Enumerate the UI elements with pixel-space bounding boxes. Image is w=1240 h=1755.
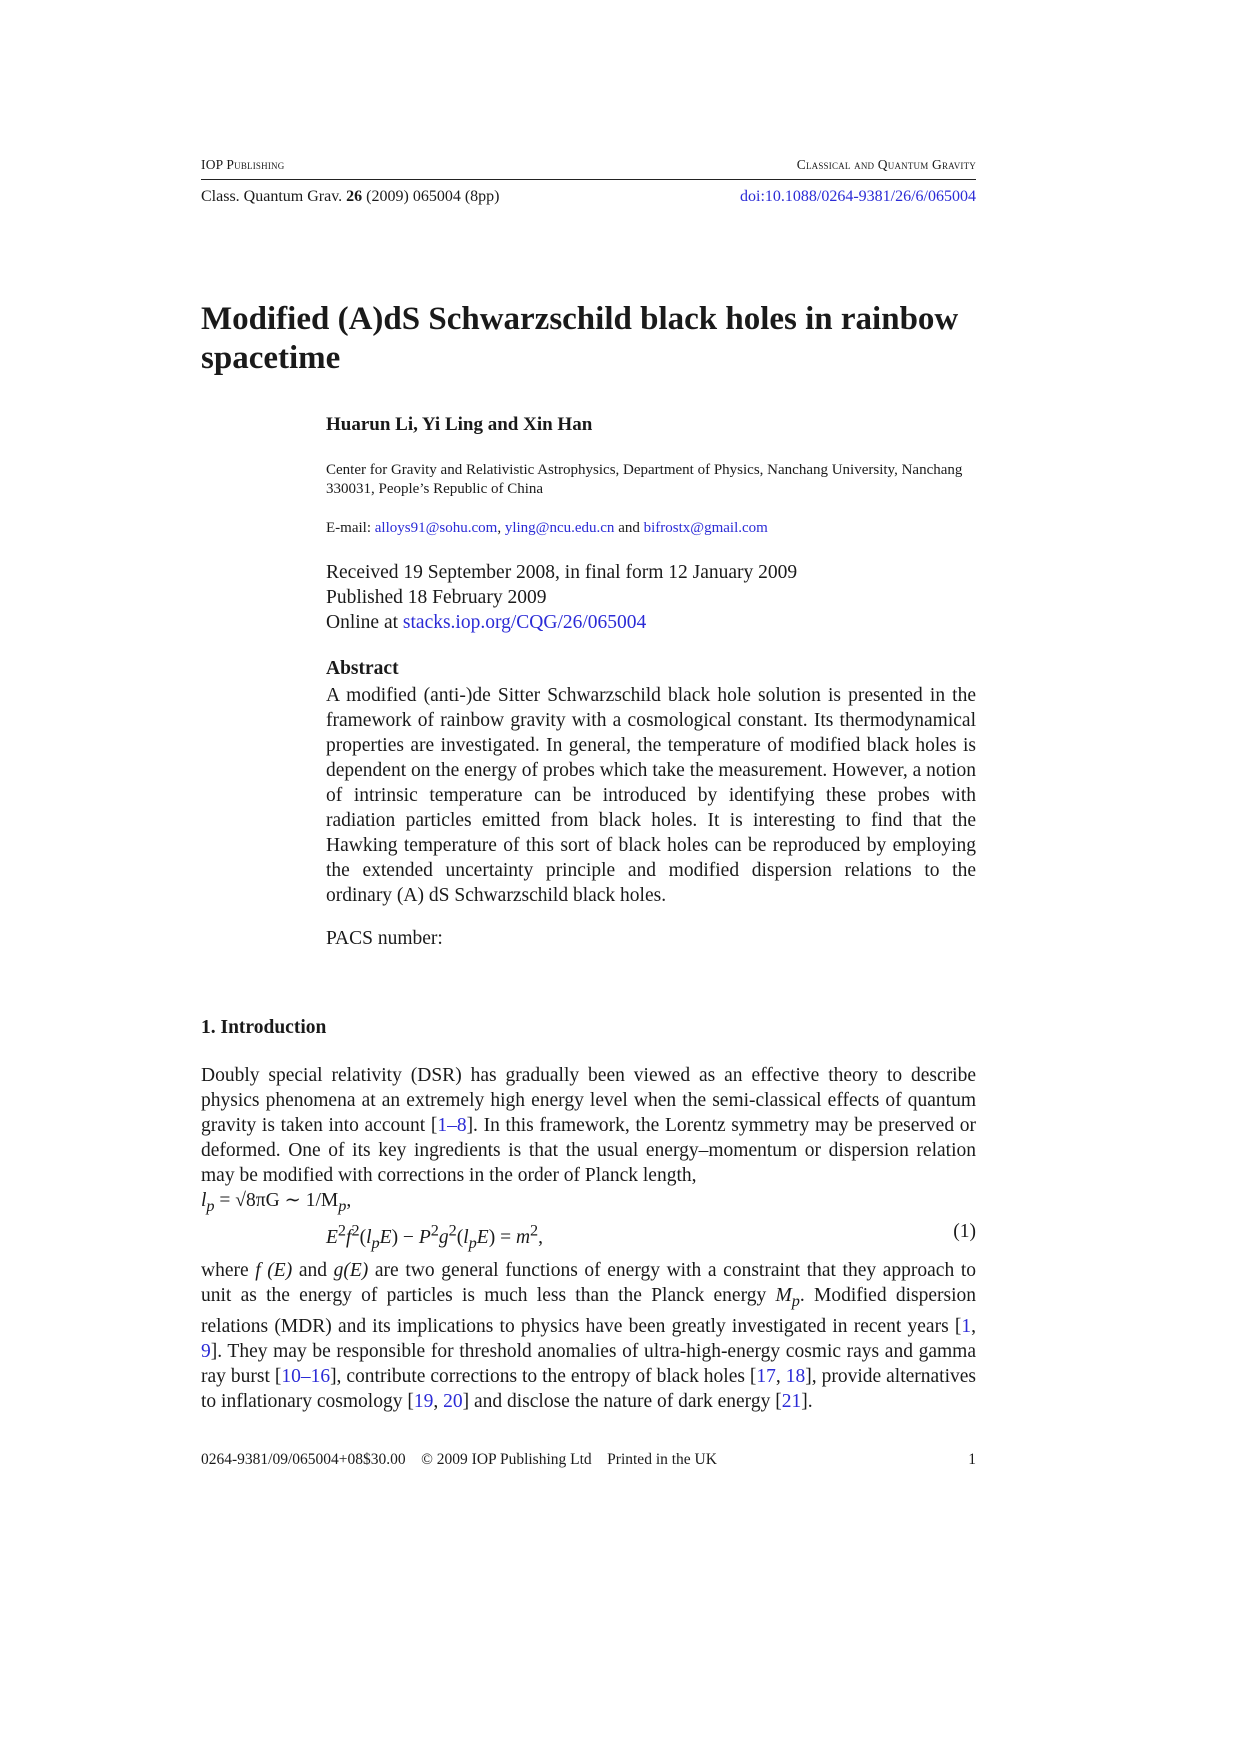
intro-paragraph-1: Doubly special relativity (DSR) has gradually been viewed as an effective theory to describe physics phenomena at an extremely high energy level when the semi-classical effects of quantum gravity is taken into account [1–8]. In this framework, the Lorentz symmetry may be preserved or deformed. One of its key ingredients is that the usual energy–momentum or dispersion relation may be modified with corrections in the order of Planck length, $l_p = √8\pi G$ ∼ $1/M_p$, [201, 1065, 976, 1215]
planck-length-formula: = √8πG ∼ 1/M [214, 1190, 339, 1211]
citation-link[interactable]: 9 [201, 1340, 211, 1362]
page-number: 1 [968, 1451, 976, 1468]
section-heading-introduction: 1. Introduction [201, 1017, 327, 1038]
citation-link[interactable]: 17 [756, 1365, 776, 1387]
page-footer [201, 1451, 976, 1473]
citation-line [201, 188, 976, 212]
intro-paragraph-2: where f (E) and g(E) are two general functions of energy with a constraint that they approach to unit as the energy of particles is much less than the Planck energy $M_p$. Modified dispersion relations (MDR) and its implications to physics have been greatly investigated in recent years [1, 9]. They may be responsible for threshold anomalies of ultra-high-energy cosmic rays and gamma ray burst [10–16], contribute corrections to the entropy of black holes [17, 18], provide alternatives to inflationary cosmology [19, 20] and disclose the nature of dark energy [21]. [201, 1260, 977, 1412]
email-link-1[interactable]: alloys91@sohu.com [374, 520, 498, 536]
equation-body: $E^2f^2(l_pE) - P^2g^2(l_pE) = m^2$, [326, 1221, 544, 1252]
online-at: Online at stacks.iop.org/CQG/26/065004 [326, 612, 647, 633]
citation-link[interactable]: 20 [443, 1390, 463, 1412]
received-date: Received 19 September 2008, in final form 12 January 2009 [326, 562, 798, 583]
citation-link[interactable]: 19 [413, 1390, 434, 1412]
running-head [201, 155, 976, 180]
journal-citation: Class. Quantum Grav. 26 (2009) 065004 (8pp) [201, 188, 500, 205]
footer-copyright: 0264-9381/09/065004+08$30.00 © 2009 IOP Publishing Ltd Printed in the UK [201, 1451, 717, 1468]
volume-number: 26 [346, 188, 363, 205]
doi-link[interactable]: doi:10.1088/0264-9381/26/6/065004 [740, 188, 976, 205]
equation-number: (1) [953, 1221, 976, 1242]
equation-1 [326, 1221, 976, 1252]
author-list: Huarun Li, Yi Ling and Xin Han [326, 414, 593, 435]
planck-length-symbol: l [201, 1190, 207, 1211]
paper-title: Modified (A)dS Schwarzschild black holes in rainbow spacetime [201, 301, 959, 376]
citation-link[interactable]: 1–8 [437, 1115, 467, 1136]
online-url-link[interactable]: stacks.iop.org/CQG/26/065004 [402, 612, 647, 633]
email-line: E-mail: alloys91@sohu.com, yling@ncu.edu.cn and bifrostx@gmail.com [326, 520, 768, 536]
pacs-number: PACS number: [326, 928, 443, 949]
citation-link[interactable]: 18 [785, 1365, 806, 1387]
email-link-2[interactable]: yling@ncu.edu.cn [504, 520, 615, 536]
citation-link[interactable]: 1 [961, 1315, 972, 1337]
citation-link[interactable]: 10–16 [281, 1365, 331, 1387]
email-label: E-mail: [326, 520, 375, 536]
abstract-body: A modified (anti-)de Sitter Schwarzschild black hole solution is presented in the framework of rainbow gravity with a cosmological constant. Its thermodynamical properties are investigated. In general, the temperature of modified black holes is dependent on the energy of probes which take the measurement. However, a notion of intrinsic temperature can be introduced by identifying these probes with radiation particles emitted from black holes. It is interesting to find that the Hawking temperature of this sort of black holes can be reproduced by employing the extended uncertainty principle and modified dispersion relations to the ordinary (A) dS Schwarzschild black holes. [326, 685, 976, 906]
publisher-name: IOP Publishing [201, 157, 285, 172]
affiliation: Center for Gravity and Relativistic Astrophysics, Department of Physics, Nanchang University, Nanchang 330031, People’s Republic of China [326, 462, 963, 497]
publication-dates [326, 560, 797, 635]
published-date: Published 18 February 2009 [326, 587, 547, 608]
abstract-heading: Abstract [326, 658, 399, 679]
journal-name: Classical and Quantum Gravity [796, 157, 976, 172]
email-link-3[interactable]: bifrostx@gmail.com [643, 520, 768, 536]
citation-link[interactable]: 21 [781, 1390, 802, 1412]
